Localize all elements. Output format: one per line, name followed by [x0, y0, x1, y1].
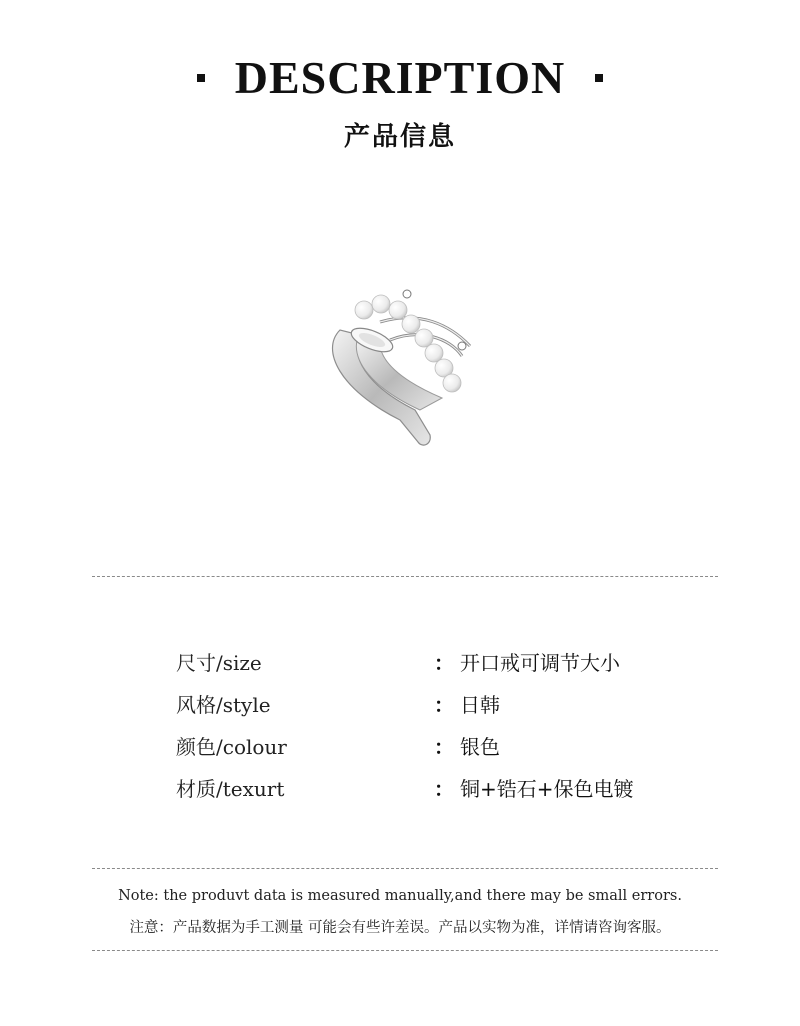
product-image [310, 270, 490, 460]
page-subtitle: 产品信息 [343, 122, 456, 152]
title-row [0, 50, 800, 106]
left-bullet [197, 74, 205, 82]
spec-label: 颜色/colour [176, 734, 287, 759]
top-divider [92, 576, 718, 577]
spec-row-style [176, 682, 676, 724]
spec-value: 银色 [460, 734, 500, 759]
spec-value: 铜+锆石+保色电镀 [460, 776, 634, 801]
spec-row-colour [176, 724, 676, 766]
spec-row-size [176, 640, 676, 682]
spec-separator: ： [434, 734, 454, 759]
note-english: Note: the produvt data is measured manually,and there may be small errors. [118, 888, 682, 904]
spec-label: 尺寸/size [176, 650, 262, 675]
spec-table [176, 640, 676, 808]
spec-separator: ： [434, 776, 454, 801]
spec-label: 材质/texurt [176, 776, 285, 801]
page-header [0, 50, 800, 153]
note-chinese: 注意：产品数据为手工测量 可能会有些许差误。产品以实物为准，详情请咨询客服。 [129, 920, 671, 936]
spec-separator: ： [434, 692, 454, 717]
pearl-ring-icon [310, 270, 490, 460]
spec-label: 风格/style [176, 692, 271, 717]
bottom-divider [92, 950, 718, 951]
spec-value: 开口戒可调节大小 [460, 650, 620, 675]
right-bullet [595, 74, 603, 82]
spec-separator: ： [434, 650, 454, 675]
middle-divider [92, 868, 718, 869]
spec-row-material [176, 766, 676, 808]
page-title: DESCRIPTION [234, 52, 566, 103]
spec-value: 日韩 [460, 692, 500, 717]
